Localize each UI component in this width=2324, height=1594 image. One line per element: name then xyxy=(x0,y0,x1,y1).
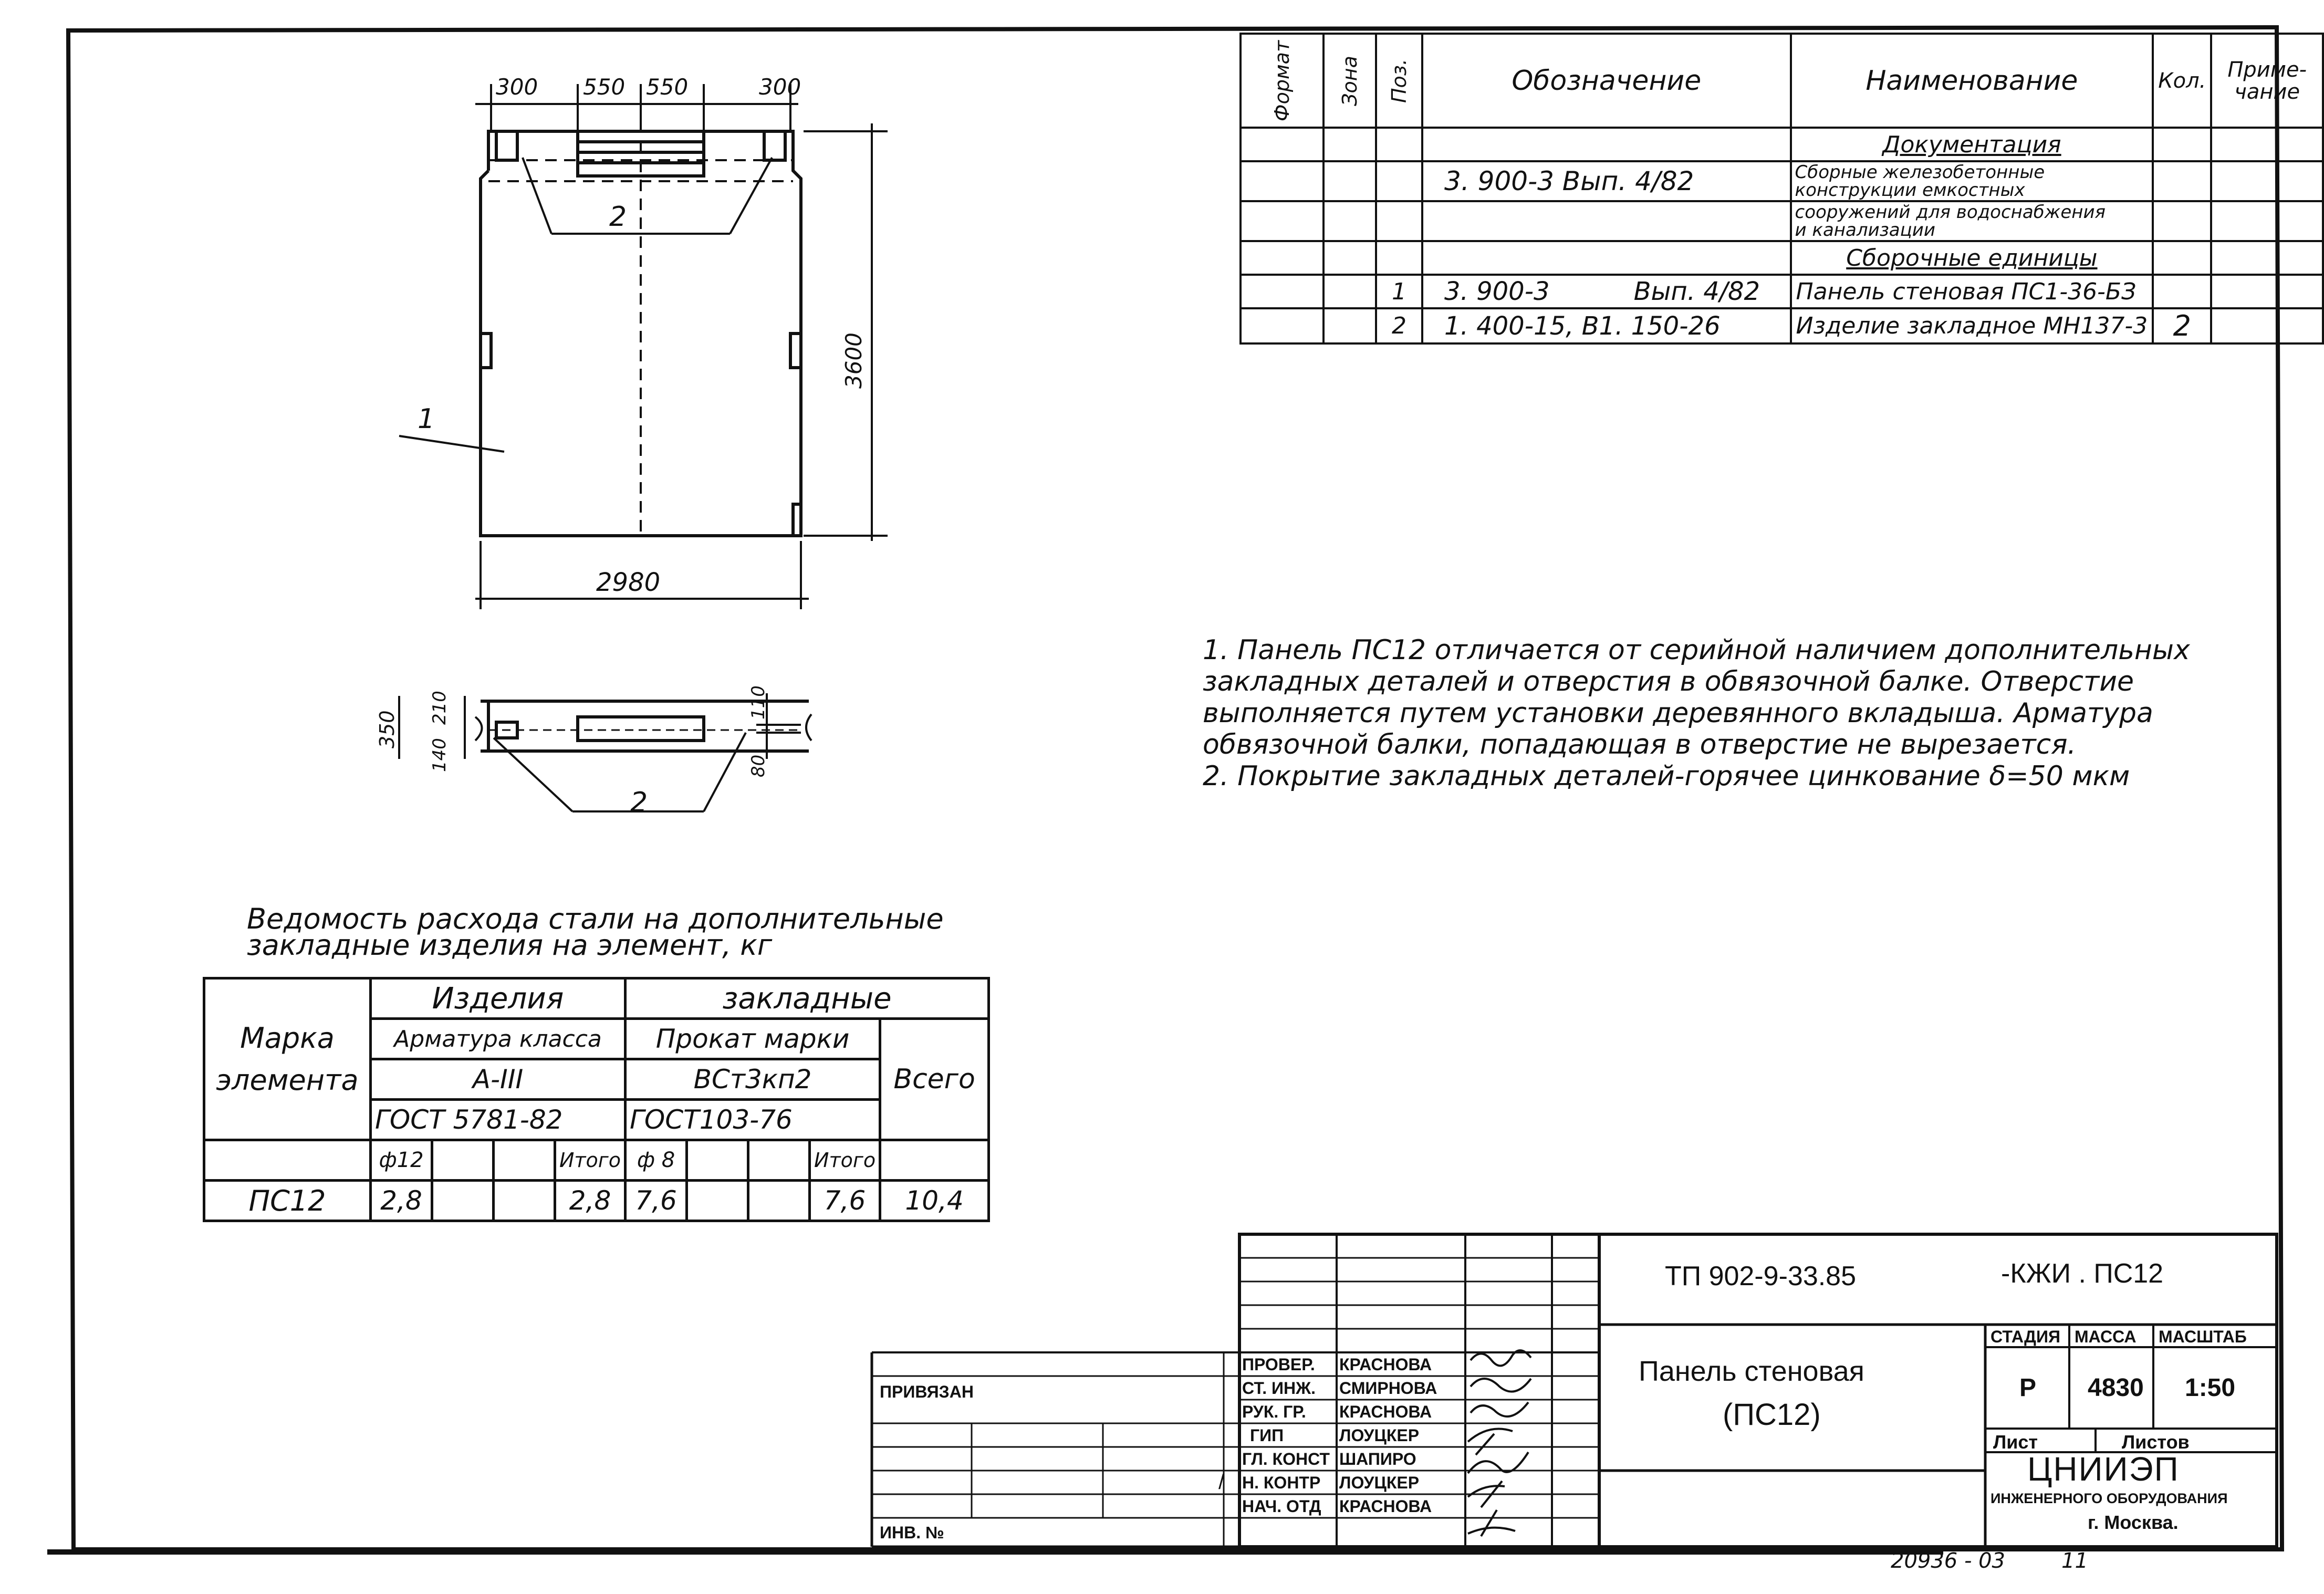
rebar-class: Арматура класса xyxy=(371,1019,626,1059)
role-name: ШАПИРО xyxy=(1339,1450,1416,1468)
org-city: г. Москва. xyxy=(2088,1512,2179,1533)
cell: 2,8 xyxy=(555,1181,626,1221)
dim-550-right: 550 xyxy=(646,74,689,100)
cell: 7,6 xyxy=(626,1181,687,1221)
spec-designation: 3. 900-3 Вып. 4/82 xyxy=(1422,275,1791,308)
spec-pos: 1 xyxy=(1376,275,1422,308)
dim-140: 140 xyxy=(429,738,450,772)
spec-pos: 2 xyxy=(1376,308,1422,343)
row-total: 10,4 xyxy=(880,1181,989,1221)
dim-110: 110 xyxy=(748,685,769,720)
dim-210: 210 xyxy=(429,691,450,725)
hdr-designation: Обозначение xyxy=(1422,34,1791,128)
privyazan-label: ПРИВЯЗАН xyxy=(880,1382,974,1401)
mass-value: 4830 xyxy=(2088,1374,2144,1402)
dim-300-left: 300 xyxy=(496,74,538,100)
mass-label: МАССА xyxy=(2075,1327,2137,1346)
dim-80: 80 xyxy=(748,754,769,777)
hdr-name: Наименование xyxy=(1791,34,2153,128)
sheet-label: Лист xyxy=(1993,1431,2038,1453)
hdr-qty: Кол. xyxy=(2153,34,2211,128)
role-label: Н. КОНТР xyxy=(1242,1473,1321,1492)
section-docs: Документация xyxy=(1791,128,2153,161)
role-label: ГЛ. КОНСТ xyxy=(1242,1450,1330,1468)
rebar-gost: ГОСТ 5781-82 xyxy=(371,1100,626,1140)
sub-header: Итого xyxy=(555,1140,626,1181)
org-dept: ИНЖЕНЕРНОГО ОБОРУДОВАНИЯ xyxy=(1990,1491,2228,1506)
callout-2-top: 2 xyxy=(609,201,627,233)
drawing-title-mark: (ПС12) xyxy=(1723,1398,1821,1432)
sub-header: ф12 xyxy=(371,1140,432,1181)
note-2: 2. Покрытие закладных деталей-горячее цинкование δ=50 мкм xyxy=(1203,760,2130,792)
doc-name: Сборные железобетонные конструкции емкостных xyxy=(1791,161,2153,201)
scale-value: 1:50 xyxy=(2185,1374,2236,1402)
role-label: ПРОВЕР. xyxy=(1242,1355,1315,1374)
doc-name-cont: сооружений для водоснабжения и канализации xyxy=(1791,201,2153,241)
rolled-gost: ГОСТ103-76 xyxy=(626,1100,880,1140)
drawing-title: Панель стеновая xyxy=(1639,1356,1864,1387)
callout-2-section: 2 xyxy=(630,787,648,818)
drawing-suffix: -КЖИ . ПС12 xyxy=(2001,1258,2164,1289)
spec-name: Панель стеновая ПС1-36-БЗ xyxy=(1791,275,2153,308)
sub-header: ф 8 xyxy=(626,1140,687,1181)
sheets-label: Листов xyxy=(2122,1431,2190,1453)
note-1: 1. Панель ПС12 отличается от серийной наличием дополнительных закладных деталей и отверстия в обвязочной балке. Отверстие выполняется путем установки деревянного вкладыша. Арматура обвязочной балки, попадающая в отверстие не вырезается. xyxy=(1203,634,2190,760)
mark-header: Марка элемента xyxy=(204,978,371,1140)
drawing-code: ТП 902-9-33.85 xyxy=(1665,1261,1857,1291)
role-name: КРАСНОВА xyxy=(1339,1497,1432,1516)
hdr-zone: Зона xyxy=(1323,34,1376,128)
steel-table-title: Ведомость расхода стали на дополнительные закладные изделия на элемент, кг xyxy=(247,902,944,962)
role-name: КРАСНОВА xyxy=(1339,1355,1432,1374)
row-mark: ПС12 xyxy=(204,1181,371,1221)
drawing-number: 20936 - 03 xyxy=(1891,1549,2006,1573)
callout-1: 1 xyxy=(418,403,435,435)
role-name: КРАСНОВА xyxy=(1339,1402,1432,1421)
role-label: РУК. ГР. xyxy=(1242,1402,1306,1421)
inv-label: ИНВ. № xyxy=(880,1523,944,1542)
spec-designation: 1. 400-15, В1. 150-26 xyxy=(1422,308,1791,343)
hdr-note: Приме- чание xyxy=(2211,34,2323,128)
group-left: Изделия xyxy=(371,978,626,1019)
sub-header: Итого xyxy=(810,1140,880,1181)
cell: 2,8 xyxy=(371,1181,432,1221)
role-name: ЛОУЦКЕР xyxy=(1339,1426,1420,1445)
role-name: ЛОУЦКЕР xyxy=(1339,1473,1420,1492)
cell: 7,6 xyxy=(810,1181,880,1221)
section-units: Сборочные единицы xyxy=(1791,241,2153,275)
drawing-number-sheet: 11 xyxy=(2061,1549,2088,1573)
role-name: СМИРНОВА xyxy=(1339,1379,1437,1398)
rolled-grade: ВСт3кп2 xyxy=(626,1059,880,1100)
stage-value: Р xyxy=(2019,1374,2037,1402)
stage-label: СТАДИЯ xyxy=(1990,1327,2060,1346)
group-right: закладные xyxy=(626,978,989,1019)
scale-label: МАСШТАБ xyxy=(2159,1327,2247,1346)
role-label: ГИП xyxy=(1250,1426,1284,1445)
org-name: ЦНИИЭП xyxy=(2027,1450,2180,1488)
slash-mark: / xyxy=(1218,1471,1225,1494)
dim-width: 2980 xyxy=(596,568,661,597)
spec-name: Изделие закладное МН137-3 xyxy=(1791,308,2153,343)
total-header: Всего xyxy=(880,1019,989,1140)
role-label: НАЧ. ОТД xyxy=(1242,1497,1321,1516)
dim-height: 3600 xyxy=(841,332,867,389)
rolled-brand: Прокат марки xyxy=(626,1019,880,1059)
spec-qty: 2 xyxy=(2153,308,2211,343)
doc-designation: 3. 900-3 Вып. 4/82 xyxy=(1422,161,1791,201)
rebar-grade: А-III xyxy=(371,1059,626,1100)
dim-550-left: 550 xyxy=(583,74,626,100)
dim-300-right: 300 xyxy=(759,74,801,100)
role-label: СТ. ИНЖ. xyxy=(1242,1379,1316,1398)
dim-350: 350 xyxy=(376,710,399,748)
hdr-format: Формат xyxy=(1241,34,1323,128)
hdr-pos: Поз. xyxy=(1376,34,1422,128)
